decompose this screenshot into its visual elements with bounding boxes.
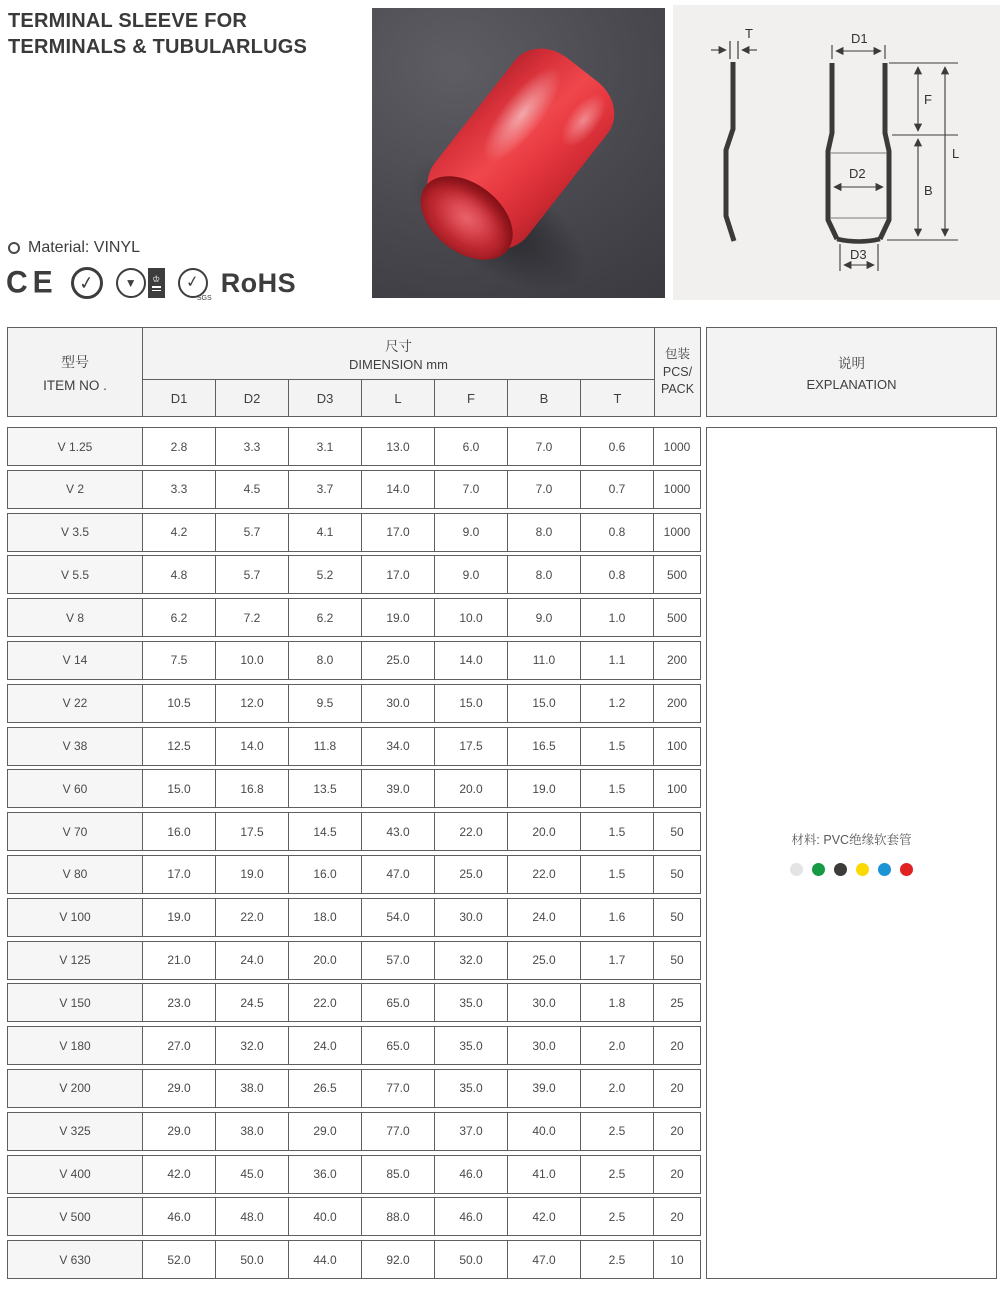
dimension-cell: 24.0: [508, 899, 581, 936]
dimension-cell: 30.0: [508, 984, 581, 1021]
dimension-cell: 88.0: [362, 1198, 435, 1235]
dimension-cell: 9.5: [289, 685, 362, 722]
dimension-cell: 17.5: [216, 813, 289, 850]
color-dot: [900, 863, 913, 876]
pack-cell: 20: [670, 1038, 684, 1053]
header-dim-col: D3: [289, 380, 362, 416]
dimension-cell: 9.0: [508, 599, 581, 636]
dimension-cell: 16.8: [216, 770, 289, 807]
page-title: [8, 8, 307, 60]
dimension-cell: 6.0: [435, 428, 508, 465]
dimension-cell: 65.0: [362, 1027, 435, 1064]
dimension-cell: 17.0: [362, 556, 435, 593]
dimension-cell: 22.0: [435, 813, 508, 850]
header-dim-col: B: [508, 380, 581, 416]
header-dimension-columns: [143, 380, 654, 416]
item-no-cell: V 8: [8, 599, 143, 636]
dimension-cell: 18.0: [289, 899, 362, 936]
dimension-cell: 32.0: [435, 942, 508, 979]
color-dot: [834, 863, 847, 876]
dimension-cell: 92.0: [362, 1241, 435, 1278]
dimension-cell: 23.0: [143, 984, 216, 1021]
dimension-cell: 20.0: [508, 813, 581, 850]
dimension-cell: 3.1: [289, 428, 362, 465]
dimension-cell: 37.0: [435, 1113, 508, 1150]
pack-cell: 1000: [663, 525, 691, 540]
dimension-cell: 14.0: [362, 471, 435, 508]
dimension-cell: 10.0: [216, 642, 289, 679]
dimension-cell: 24.5: [216, 984, 289, 1021]
item-no-cell: V 1.25: [8, 428, 143, 465]
dimension-cell: 30.0: [362, 685, 435, 722]
table-row: [7, 1112, 701, 1151]
dimension-cell: 8.0: [508, 556, 581, 593]
dimension-cell: 0.8: [581, 556, 654, 593]
header-dim-col: D2: [216, 380, 289, 416]
item-no-cell: V 80: [8, 856, 143, 893]
dimension-cell: 25.0: [508, 942, 581, 979]
dimension-cell: 4.2: [143, 514, 216, 551]
dimension-cell: 77.0: [362, 1070, 435, 1107]
item-no-cell: V 125: [8, 942, 143, 979]
color-dot: [790, 863, 803, 876]
table-row: [7, 427, 701, 466]
table-body-rows: [7, 427, 701, 1279]
pack-cell: 20: [670, 1081, 684, 1096]
dimension-cell: 2.8: [143, 428, 216, 465]
dimension-cell: 77.0: [362, 1113, 435, 1150]
item-no-cell: V 38: [8, 728, 143, 765]
dimension-cell: 1.5: [581, 813, 654, 850]
pack-cell: 50: [670, 867, 684, 882]
item-no-cell: V 325: [8, 1113, 143, 1150]
weee-compliant-icon: ✓: [71, 267, 103, 299]
dimension-cell: 1.6: [581, 899, 654, 936]
dimension-cell: 35.0: [435, 984, 508, 1021]
dimension-cell: 24.0: [289, 1027, 362, 1064]
dimension-cell: 44.0: [289, 1241, 362, 1278]
table-row: [7, 1069, 701, 1108]
table-row: [7, 812, 701, 851]
dimension-cell: 8.0: [289, 642, 362, 679]
pack-cell: 500: [666, 567, 688, 582]
dimension-cell: 22.0: [216, 899, 289, 936]
dimension-cell: 1.8: [581, 984, 654, 1021]
dimension-cell: 57.0: [362, 942, 435, 979]
dimension-cell: 27.0: [143, 1027, 216, 1064]
pack-cell: 1000: [663, 482, 691, 497]
dimension-cell: 47.0: [508, 1241, 581, 1278]
dimension-cell: 13.0: [362, 428, 435, 465]
table-row: [7, 598, 701, 637]
dimension-cell: 1.5: [581, 770, 654, 807]
table-row: [7, 727, 701, 766]
kitemark-ukas-icon: ▼ ♔: [116, 268, 165, 298]
item-no-cell: V 100: [8, 899, 143, 936]
dimension-cell: 1.7: [581, 942, 654, 979]
certification-marks: [6, 261, 296, 305]
dimension-cell: 2.5: [581, 1198, 654, 1235]
dimension-cell: 17.5: [435, 728, 508, 765]
dimension-cell: 32.0: [216, 1027, 289, 1064]
page-title-line1: TERMINAL SLEEVE FOR: [8, 10, 248, 32]
pack-cell: 500: [666, 610, 688, 625]
dimension-cell: 6.2: [289, 599, 362, 636]
sgs-mark-icon: ✓ SGS: [178, 268, 208, 298]
header-pack: 包装 PCS/ PACK: [654, 328, 700, 416]
dimension-diagram: [673, 5, 1000, 300]
page-title-line2: TERMINALS & TUBULARLUGS: [8, 36, 308, 58]
table-row: [7, 1155, 701, 1194]
dimension-cell: 45.0: [216, 1156, 289, 1193]
dimension-cell: 12.5: [143, 728, 216, 765]
pack-cell: 50: [670, 953, 684, 968]
dimension-cell: 7.0: [435, 471, 508, 508]
table-row: [7, 470, 701, 509]
header-dim-col: L: [362, 380, 435, 416]
dimension-cell: 41.0: [508, 1156, 581, 1193]
pack-cell: 200: [666, 653, 688, 668]
dimension-cell: 11.8: [289, 728, 362, 765]
item-no-cell: V 22: [8, 685, 143, 722]
table-row: [7, 941, 701, 980]
dimension-cell: 15.0: [508, 685, 581, 722]
dimension-cell: 7.5: [143, 642, 216, 679]
item-no-cell: V 630: [8, 1241, 143, 1278]
sleeve-outline-bottom: [837, 239, 880, 242]
item-no-cell: V 400: [8, 1156, 143, 1193]
dimension-cell: 17.0: [362, 514, 435, 551]
table-row: [7, 898, 701, 937]
dimension-cell: 7.0: [508, 428, 581, 465]
pack-cell: 50: [670, 824, 684, 839]
item-no-cell: V 14: [8, 642, 143, 679]
dim-label-t: T: [745, 26, 753, 41]
product-photo: [372, 8, 665, 298]
sleeve-outline-right: [880, 63, 889, 239]
dimension-cell: 35.0: [435, 1070, 508, 1107]
dimension-cell: 4.5: [216, 471, 289, 508]
dimension-cell: 22.0: [289, 984, 362, 1021]
header-dim-col: T: [613, 390, 622, 406]
item-no-cell: V 70: [8, 813, 143, 850]
dimension-cell: 2.5: [581, 1156, 654, 1193]
dimension-cell: 12.0: [216, 685, 289, 722]
dimension-cell: 14.0: [216, 728, 289, 765]
dimension-cell: 43.0: [362, 813, 435, 850]
dimension-cell: 19.0: [216, 856, 289, 893]
pack-cell: 100: [666, 739, 688, 754]
dimension-cell: 25.0: [362, 642, 435, 679]
dimension-cell: 30.0: [508, 1027, 581, 1064]
dimension-diagram-svg: [673, 5, 1000, 300]
dimension-cell: 40.0: [289, 1198, 362, 1235]
pack-cell: 100: [666, 781, 688, 796]
dimension-cell: 2.5: [581, 1241, 654, 1278]
dimension-cell: 4.8: [143, 556, 216, 593]
dimension-cell: 3.7: [289, 471, 362, 508]
header-dimension-title: 尺寸 DIMENSION mm: [143, 328, 654, 380]
dimension-cell: 1.5: [581, 728, 654, 765]
dimension-cell: 6.2: [143, 599, 216, 636]
dimension-cell: 38.0: [216, 1113, 289, 1150]
dimension-cell: 46.0: [435, 1156, 508, 1193]
pack-cell: 1000: [663, 439, 691, 454]
dimension-cell: 5.2: [289, 556, 362, 593]
wall-profile: [726, 62, 734, 241]
header-item-no: 型号 ITEM NO .: [8, 328, 143, 416]
material-label: Material: VINYL: [28, 239, 141, 256]
table-row: [7, 1197, 701, 1236]
dimension-cell: 11.0: [508, 642, 581, 679]
dim-label-d1: D1: [851, 31, 868, 46]
dimension-cell: 30.0: [435, 899, 508, 936]
material-note: 材料: PVC绝缘软套管: [791, 833, 912, 847]
dimension-cell: 22.0: [508, 856, 581, 893]
dimension-cell: 3.3: [143, 471, 216, 508]
dimension-cell: 42.0: [143, 1156, 216, 1193]
rohs-label: RoHS: [220, 267, 297, 298]
dimension-cell: 10.0: [435, 599, 508, 636]
dim-label-d2: D2: [849, 166, 866, 181]
table-row: [7, 983, 701, 1022]
dimension-cell: 0.6: [581, 428, 654, 465]
dimension-cell: 42.0: [508, 1198, 581, 1235]
dimension-cell: 47.0: [362, 856, 435, 893]
dimension-cell: 24.0: [216, 942, 289, 979]
dimension-cell: 48.0: [216, 1198, 289, 1235]
dimension-cell: 8.0: [508, 514, 581, 551]
dimension-cell: 50.0: [435, 1241, 508, 1278]
color-dots: [790, 863, 913, 876]
item-no-cell: V 3.5: [8, 514, 143, 551]
table-row: [7, 555, 701, 594]
table-header: [7, 327, 701, 417]
table-row: [7, 769, 701, 808]
color-dot: [878, 863, 891, 876]
dimension-cell: 14.0: [435, 642, 508, 679]
dim-label-d3: D3: [850, 247, 867, 262]
dimension-cell: 46.0: [143, 1198, 216, 1235]
explanation-cell: [706, 427, 997, 1279]
dimension-cell: 20.0: [435, 770, 508, 807]
dimension-cell: 85.0: [362, 1156, 435, 1193]
item-no-cell: V 2: [8, 471, 143, 508]
dimension-cell: 65.0: [362, 984, 435, 1021]
dimension-cell: 19.0: [143, 899, 216, 936]
dimension-cell: 5.7: [216, 514, 289, 551]
dimension-cell: 0.7: [581, 471, 654, 508]
dimension-cell: 17.0: [143, 856, 216, 893]
dimension-cell: 3.3: [216, 428, 289, 465]
dimension-cell: 19.0: [508, 770, 581, 807]
item-no-cell: V 60: [8, 770, 143, 807]
dimension-cell: 1.2: [581, 685, 654, 722]
dimension-cell: 2.5: [581, 1113, 654, 1150]
pack-cell: 50: [670, 910, 684, 925]
dimension-cell: 39.0: [508, 1070, 581, 1107]
dimension-cell: 19.0: [362, 599, 435, 636]
dimension-cell: 29.0: [143, 1113, 216, 1150]
header-dim-col: D1: [143, 380, 216, 416]
dim-label-f: F: [924, 92, 932, 107]
dimension-cell: 1.0: [581, 599, 654, 636]
ukas-box-icon: ♔: [148, 268, 165, 298]
dimension-cell: 16.5: [508, 728, 581, 765]
dimension-cell: 14.5: [289, 813, 362, 850]
item-no-cell: V 5.5: [8, 556, 143, 593]
pack-cell: 20: [670, 1209, 684, 1224]
dimension-cell: 34.0: [362, 728, 435, 765]
dimension-cell: 10.5: [143, 685, 216, 722]
sleeve-outline-left: [828, 63, 837, 239]
dim-label-l: L: [952, 146, 960, 161]
dimension-cell: 1.5: [581, 856, 654, 893]
dimension-cell: 0.8: [581, 514, 654, 551]
dimension-cell: 39.0: [362, 770, 435, 807]
header-dim-col: F: [435, 380, 508, 416]
dimension-cell: 9.0: [435, 514, 508, 551]
dimension-cell: 25.0: [435, 856, 508, 893]
dimension-cell: 9.0: [435, 556, 508, 593]
item-no-cell: V 500: [8, 1198, 143, 1235]
dimension-cell: 1.1: [581, 642, 654, 679]
pack-cell: 20: [670, 1167, 684, 1182]
dimension-cell: 38.0: [216, 1070, 289, 1107]
dimension-cell: 7.0: [508, 471, 581, 508]
table-row: [7, 1026, 701, 1065]
ce-mark-icon: CE: [6, 265, 58, 300]
dimension-cell: 50.0: [216, 1241, 289, 1278]
dimension-cell: 20.0: [289, 942, 362, 979]
dimension-cell: 29.0: [143, 1070, 216, 1107]
table-row: [7, 641, 701, 680]
dimension-cell: 35.0: [435, 1027, 508, 1064]
color-dot: [856, 863, 869, 876]
dimension-cell: 7.2: [216, 599, 289, 636]
item-no-cell: V 200: [8, 1070, 143, 1107]
dimension-cell: 36.0: [289, 1156, 362, 1193]
dimension-cell: 46.0: [435, 1198, 508, 1235]
item-no-cell: V 180: [8, 1027, 143, 1064]
dimension-cell: 54.0: [362, 899, 435, 936]
material-line: [8, 239, 140, 257]
table-row: [7, 513, 701, 552]
dimension-cell: 52.0: [143, 1241, 216, 1278]
pack-cell: 20: [670, 1124, 684, 1139]
dim-label-b: B: [924, 183, 933, 198]
dimension-cell: 4.1: [289, 514, 362, 551]
dimension-cell: 40.0: [508, 1113, 581, 1150]
table-row: [7, 1240, 701, 1279]
pack-cell: 10: [670, 1252, 684, 1267]
dimension-cell: 15.0: [143, 770, 216, 807]
dimension-cell: 2.0: [581, 1027, 654, 1064]
dimension-cell: 29.0: [289, 1113, 362, 1150]
pack-cell: 25: [670, 995, 684, 1010]
bullet-icon: [8, 242, 20, 254]
dimension-cell: 13.5: [289, 770, 362, 807]
dimension-cell: 15.0: [435, 685, 508, 722]
table-row: [7, 855, 701, 894]
item-no-cell: V 150: [8, 984, 143, 1021]
dimension-cell: 16.0: [143, 813, 216, 850]
header-dimension-group: [143, 328, 654, 416]
dimension-cell: 2.0: [581, 1070, 654, 1107]
dimension-cell: 26.5: [289, 1070, 362, 1107]
header-explanation: 说明 EXPLANATION: [706, 327, 997, 417]
table-row: [7, 684, 701, 723]
dimension-cell: 21.0: [143, 942, 216, 979]
color-dot: [812, 863, 825, 876]
dimension-cell: 16.0: [289, 856, 362, 893]
pack-cell: 200: [666, 696, 688, 711]
dimension-cell: 5.7: [216, 556, 289, 593]
